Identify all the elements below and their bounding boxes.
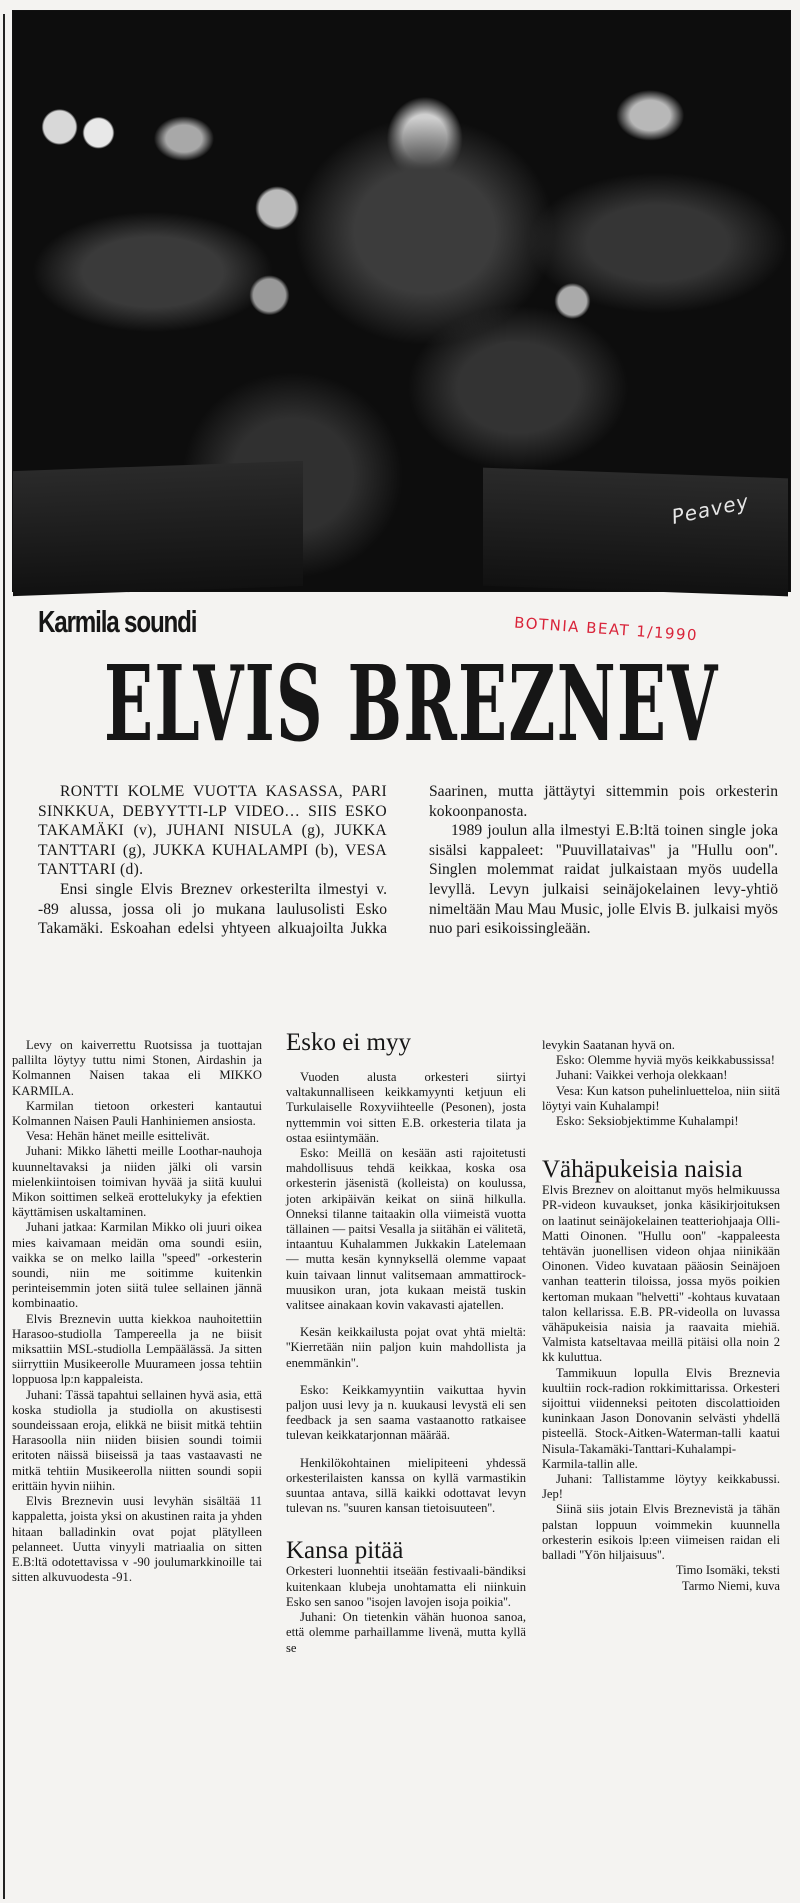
body-paragraph: Levy on kaiverrettu Ruotsissa ja tuottajan pallilta löytyy tuttu nimi Stonen, Airdashin ja Kolmannen Naisen takaa eli MIKKO KARMILA. [12,1038,262,1098]
body-paragraph: Juhani: Tallistamme löytyy keikkabussi. Jep! [542,1472,780,1502]
body-paragraph: Karmilan tietoon orkesteri kantautui Kolmannen Naisen Pauli Hanhiniemen ansiosta. [12,1098,262,1129]
intro-paragraph: Ensi single Elvis Breznev orkesterilta ilmestyi v. -89 alussa, jossa oli jo mukana laulusolisti Esko Takamäki. Eskoahan edelsi yhtyeen alkuajoilta Jukka Saarinen, mutta jättäytyi sittemmin pois orkesterin kokoonpanosta. [38,783,778,938]
body-paragraph: Henkilökohtainen mielipiteeni yhdessä orkesterilaisten kanssa on kyllä varmastikin suuntaa antava, sillä kaikki odottavat levyn tulevan ns. ''suuren kansan tietoisuuteen''. [286,1455,526,1516]
body-paragraph: Siinä siis jotain Elvis Breznevistä ja tähän palstan loppuun voimmekin kuunnella orkesterin esikois lp:een viimeisen raidan eli balladi ''Yön hiljaisuus''. [542,1502,780,1563]
body-column-2 [286,1030,526,1656]
subheading-esko-ei-myy: Esko ei myy [286,1029,411,1056]
body-paragraph: Vuoden alusta orkesteri siirtyi valtakunnalliseen keikkamyynti ketjuun eli Turkulaiselle Roxyviihteelle (Pesonen), josta nyttemmin voi sitten E.B. orkesteria tilata ja ostaa esiintymään. [286,1070,526,1145]
body-paragraph: Esko: Seksiobjektimme Kuhalampi! [556,1114,739,1129]
body-paragraph: Vesa: Kun katson puhelinluetteloa, niin siitä löytyi vain Kuhalampi! [542,1083,780,1113]
body-paragraph: levykin Saatanan hyvä on. [542,1038,675,1052]
body-column-3 [542,1038,780,1594]
article-kicker: Karmila soundi [38,604,197,639]
body-paragraph: Juhani: Vaikkei verhoja olekkaan! [556,1068,728,1083]
body-paragraph: Vesa: Hehän hänet meille esittelivät. [26,1129,210,1144]
body-paragraph: Juhani: On tietenkin vähän huonoa sanoa, että olemme parhaillamme livenä, mutta kyllä se [286,1610,526,1655]
body-paragraph: Elvis Breznevin uusi levyhän sisältää 11 kappaletta, joista yksi on akustinen raita ja yhden hitaan balladinkin ovat pojat plätylleen pelanneet. Uutta vinyyli matriaalia on sitten E.B:ltä odotettavissa v -90 joulumarkkinoille tai sitten alkuvuodesta -91. [12,1494,262,1585]
credit-photo: Tarmo Niemi, kuva [681,1578,780,1593]
body-paragraph: Juhani: Tässä tapahtui sellainen hyvä asia, että koska studiolla ja studiolla on akustisesti soundeissaan eroja, elikkä ne biisit mitkä tehtiin Harasoolla niin niiden biisien soundi toimii eritoten näissä biiseissä ja taas vastaavasti ne mitkä tehtiin Musikeerolla niitten soundi sopii erittäin hyvin niihin. [12,1387,262,1493]
body-paragraph: Elvis Breznev on aloittanut myös helmikuussa PR-videon kuvaukset, jonka käsikirjoituksen on laatinut seinäjokelainen teatteriohjaaja Olli-Matti Oinonen. ''Hullu oon'' -kappaleesta tehtävän juonellisen videon ohjaa niinikään Oinonen. Video kuvataan pääosin Seinäjoen vanhan teatterin tiloissa, jossa myös poikien kertoman mukaan ''helvetti'' -kohtaus kuvataan talon kellarissa. E.B. PR-videolla on luvassa vähäpukeisia naisia ja raavaita miehiä. Valmista katseltavaa meillä pitäisi olla noin 2 kk kuluttua. [542,1183,780,1365]
article-title: ELVIS BREZNEV [104,642,719,765]
body-paragraph: Juhani jatkaa: Karmilan Mikko oli juuri oikea mies kaivamaan meidän oma soundi esiin, vaikka se on melko lailla ''speed'' -orkesterin soundi, niin me soitimme kuitenkin perinteisemmin joten siitä tulee sellainen jännä kombinaatio. [12,1220,262,1311]
intro-paragraph: 1989 joulun alla ilmestyi E.B:ltä toinen single joka sisälsi kappaleet: ''Puuvillataivas'' ja ''Hullu oon''. Singlen molemmat raidat julkaistaan myös uudella levyllä. Levyn julkaisi seinäjokelainen levy-yhtiö nimeltään Mau Mau Music, jolle Elvis B. julkaisi myös nuo pari esikoissingleään. [429,822,778,938]
body-paragraph: Juhani: Mikko lähetti meille Loothar-nauhoja kuunneltavaksi ja niiden jälki oli varsin mielenkiintoisen toimivan hyvää ja siitä kuului Mikon soittimen selkeä erottelukyky ja efektien käyttämisen uskaltaminen. [12,1144,262,1220]
body-paragraph: Elvis Breznevin uutta kiekkoa nauhoitettiin Harasoo-studiolla Tampereella ja ne biisit miksattiin MSL-studiolla Lempäälässä. Ja sitten siirryttiin Musikeerolle Muurameen jossa tehtiin loppuosa lp:n kappaleista. [12,1311,262,1387]
publication-stamp: BOTNIA BEAT 1/1990 [513,613,699,645]
credit-text: Timo Isomäki, teksti [675,1563,780,1578]
body-paragraph: Esko: Keikkamyyntiin vaikuttaa hyvin paljon uusi levy ja n. kuukausi levystä eli sen feedback ja sen saama vastaanotto ratkaisee tulevan keikkatarjonnan määrää. [286,1382,526,1443]
body-paragraph: Esko: Meillä on kesään asti rajoitetusti mahdollisuus tehdä keikkaa, koska osa orkesterin jäsenistä (kolleista) on koulussa, joten arkipäivän keikat on siinä hilkulla. Onneksi tilanne taitaakin olla viimeistä vuotta tällainen — paitsi Vesalla ja siitähän ei välitetä, intaantuu Kuhalammen Jukkakin Latelemaan — mutta kesän kynnyksellä olemme vapaat kuin taivaan linnut valitsemaan ammattirock-muusikon uran, jota kukaan meistä tuskin valitsee ainakaan kovin vakavasti ajatellen. [286,1146,526,1313]
body-paragraph: Esko: Olemme hyviä myös keikkabussissa! [556,1053,775,1068]
photo-logo-signature: Peavey [669,489,752,529]
body-column-1 [12,1038,262,1585]
page-border-rule [3,14,5,1899]
body-paragraph: Orkesteri luonnehtii itseään festivaali-bändiksi kuitenkaan klubeja unohtamatta eli niinkuin Esko sen sanoo ''isojen lavojen isoja poikia''. [286,1564,526,1609]
subheading-kansa-pitaa: Kansa pitää [286,1537,404,1565]
intro-lead [38,782,778,939]
intro-paragraph: RONTTI KOLME VUOTTA KASASSA, PARI SINKKUA, DEBYYTTI-LP VIDEO… SIIS ESKO TAKAMÄKI (v), JUHANI NISULA (g), JUKKA TANTTARI (g), JUKKA KUHALAMPI (b), VESA TANTTARI (d). [38,783,387,879]
stage-monitor-left [13,461,303,596]
subheading-vahapukeisia-naisia: Vähäpukeisia naisia [542,1156,743,1184]
band-photo [12,10,791,592]
stage-monitor-right [483,468,788,597]
body-paragraph: Tammikuun lopulla Elvis Breznevia kuultiin rock-radion rokkimittarissa. Orkesteri sijoittui viidenneksi peitoten discolattioiden kuninkaan Jason Donovanin selvästi yhdellä pisteellä. Stock-Aitken-Waterman-talli kaatui Nisula-Takamäki-Tanttari-Kuhalampi-Karmila-tallin alle. [542,1365,780,1471]
body-paragraph: Kesän keikkailusta pojat ovat yhtä mieltä: ''Kierretään niin paljon kuin mahdollista ja enemmänkin''. [286,1325,526,1370]
